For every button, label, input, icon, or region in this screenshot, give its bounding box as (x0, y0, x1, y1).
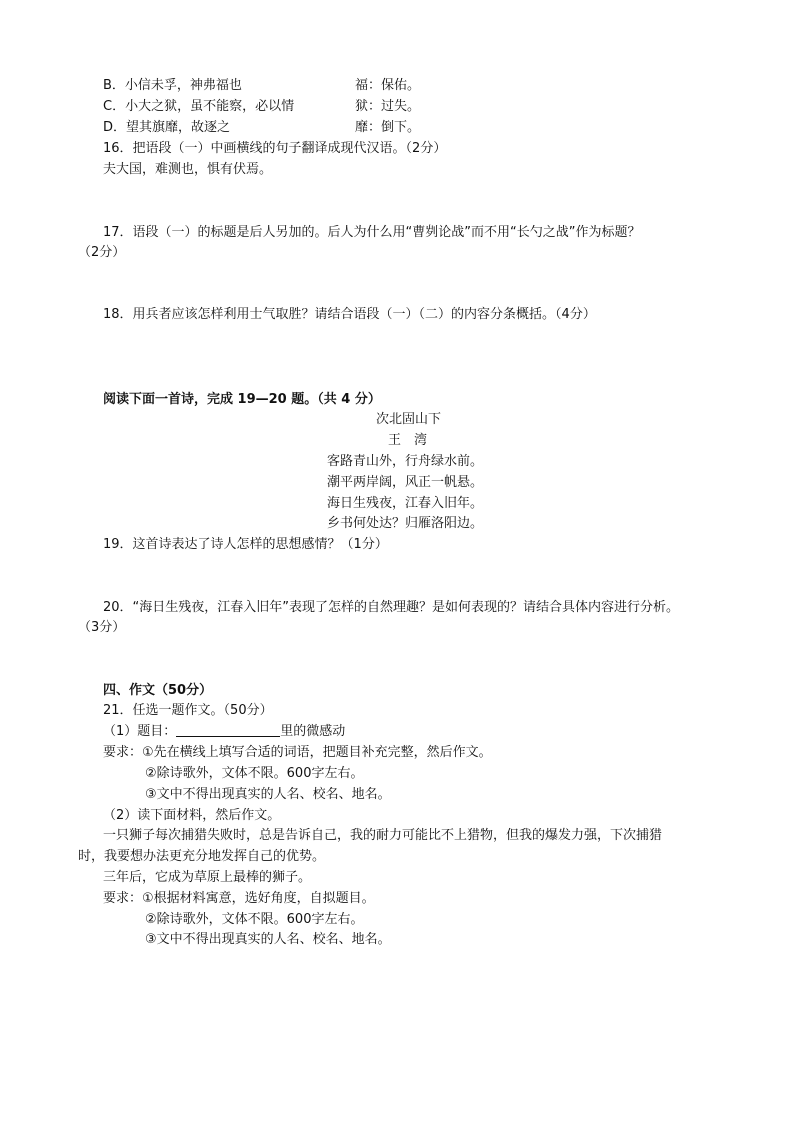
poem-author: 王 湾 (388, 433, 428, 448)
option-d-gloss: 靡：倒下。 (355, 120, 421, 135)
question-16-sentence: 夫大国，难测也，惧有伏焉。 (103, 162, 273, 177)
essay-option-1-requirement: ②除诗歌外，文体不限。600字左右。 (145, 766, 364, 781)
poem-section-heading: 阅读下面一首诗，完成 19—20 题。（共 4 分） (103, 392, 381, 407)
essay-option-2-requirement: ②除诗歌外，文体不限。600字左右。 (145, 912, 364, 927)
material-paragraph: 时，我要想办法更充分地发挥自己的优势。 (78, 849, 326, 864)
essay-option-1-suffix: 里的微感动 (280, 724, 346, 739)
question-20: 20．“海日生残夜，江春入旧年”表现了怎样的自然理趣？是如何表现的？请结合具体内容进行分析。 (103, 600, 680, 615)
essay-option-2-requirement: ③文中不得出现真实的人名、校名、地名。 (145, 932, 391, 947)
option-c-sentence: C．小大之狱，虽不能察，必以情 (103, 99, 295, 114)
poem-line: 海日生残夜，江春入旧年。 (327, 496, 484, 511)
option-c-gloss: 狱：过失。 (355, 99, 421, 114)
question-20-points: （3分） (78, 620, 126, 635)
poem-line: 客路青山外，行舟绿水前。 (327, 454, 484, 469)
material-paragraph: 三年后，它成为草原上最棒的狮子。 (103, 870, 312, 885)
question-16: 16．把语段（一）中画横线的句子翻译成现代汉语。（2分） (103, 141, 447, 156)
question-19: 19．这首诗表达了诗人怎样的思想感情？（1分） (103, 537, 388, 552)
poem-title: 次北固山下 (376, 412, 442, 427)
question-18: 18．用兵者应该怎样利用士气取胜？请结合语段（一）（二）的内容分条概括。（4分） (103, 307, 596, 322)
option-b-sentence: B．小信未孚，神弗福也 (103, 78, 242, 93)
essay-option-1 (103, 722, 345, 742)
essay-option-1-requirement: 要求：①先在横线上填写合适的词语，把题目补充完整，然后作文。 (103, 745, 492, 760)
question-21: 21．任选一题作文。（50分） (103, 703, 273, 718)
question-17-points: （2分） (78, 245, 126, 260)
essay-section-heading: 四、作文（50分） (103, 683, 213, 698)
essay-option-2: （2）读下面材料，然后作文。 (103, 808, 281, 823)
title-blank (176, 722, 280, 737)
option-b-gloss: 福：保佑。 (355, 78, 421, 93)
material-paragraph: 一只狮子每次捕猎失败时，总是告诉自己，我的耐力可能比不上猎物，但我的爆发力强，下次捕猎 (103, 828, 663, 843)
question-17: 17．语段（一）的标题是后人另加的。后人为什么用“曹刿论战”而不用“长勺之战”作为标题？ (103, 225, 641, 240)
poem-line: 潮平两岸阔，风正一帆悬。 (327, 475, 484, 490)
essay-option-1-requirement: ③文中不得出现真实的人名、校名、地名。 (145, 787, 391, 802)
essay-option-2-requirement: 要求：①根据材料寓意，选好角度，自拟题目。 (103, 891, 375, 906)
option-d-sentence: D．望其旗靡，故逐之 (103, 120, 231, 135)
poem-line: 乡书何处达？归雁洛阳边。 (327, 516, 484, 531)
essay-option-1-prefix: （1）题目： (103, 724, 177, 739)
